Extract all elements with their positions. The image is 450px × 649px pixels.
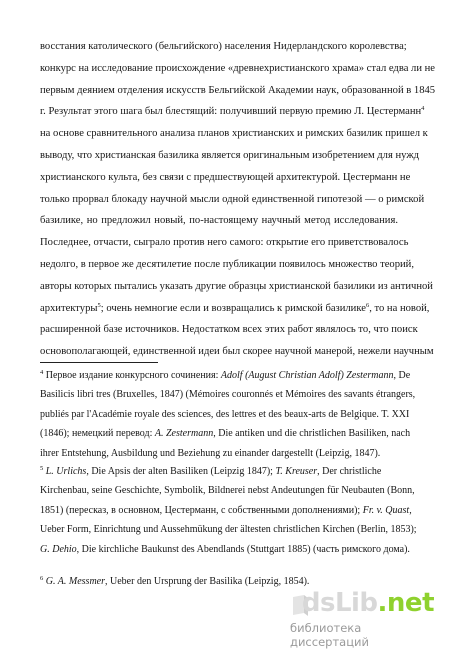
footnote-text: Kirchenbau, seine Geschichte, Symbolik, Bildnerei nebst Andeutungen für Neubauten (Bonn, bbox=[40, 485, 415, 497]
footnote-line bbox=[40, 485, 415, 497]
body-line bbox=[40, 149, 420, 162]
body-line bbox=[40, 171, 411, 184]
body-line-text: конкурс на исследование происхождение «древнехристианского храма» стал едва ли не bbox=[40, 62, 436, 74]
body-line-text: базилике, но предложил новый, по-настоящему научный метод исследования. bbox=[40, 215, 398, 227]
footnote-author: Fr. v. Quast bbox=[362, 504, 410, 516]
watermark-logo-net: .net bbox=[377, 588, 434, 618]
body-line-text: недолго, в первое же десятилетие после публикации появилось множество теорий, bbox=[40, 259, 414, 270]
footnote-text: Первое издание конкурсного сочинения: bbox=[43, 370, 221, 381]
body-line bbox=[40, 214, 398, 227]
body-line bbox=[40, 345, 434, 358]
footnote-author: A. Zestermann bbox=[154, 428, 214, 440]
footnote-text: Basilicis libri tres (Bruxelles, 1847) (Mémoires couronnés et Mémoires des savants étrangers, bbox=[40, 389, 416, 401]
footnote-mark: 5 bbox=[40, 465, 44, 472]
footnote-author: Adolf (August Christian Adolf) Zestermann bbox=[220, 370, 394, 381]
footnote-author: G. A. Messmer bbox=[45, 576, 106, 587]
footnote-line bbox=[40, 576, 398, 588]
body-line-text: архитектуры bbox=[40, 302, 98, 314]
footnote-text: , Der christliche bbox=[317, 466, 382, 477]
body-line-text: г. Результат этого шага был блестящий: получивший первую премию Л. Цестерманн bbox=[40, 106, 422, 118]
footnote-ref[interactable]: 5 bbox=[97, 301, 101, 309]
body-line-text: , то на новой, bbox=[369, 302, 430, 314]
body-line bbox=[40, 323, 418, 336]
footnote-line bbox=[40, 369, 411, 382]
watermark bbox=[290, 588, 440, 649]
body-line bbox=[40, 301, 430, 315]
footnote-line bbox=[40, 466, 398, 478]
footnote-ref[interactable]: 4 bbox=[421, 105, 425, 113]
body-line-text: на основе сравнительного анализа планов христианских и римских базилик пришел к bbox=[40, 128, 428, 140]
body-line-text: авторы которых пытались указать другие образцы христианской базилики из античной bbox=[40, 280, 433, 292]
footnote-text: , Die kirchliche Baukunst des Abendlands (Stuttgart 1885) (часть римского дома). bbox=[76, 543, 410, 555]
footnote-text: , bbox=[409, 504, 412, 516]
body-line bbox=[40, 236, 409, 249]
footnote-text: , De bbox=[393, 370, 411, 381]
body-line bbox=[40, 84, 436, 97]
body-line-text: христианского культа, без связи с предшествующей архитектурой. Цестерманн не bbox=[40, 171, 411, 183]
body-line-text: основополагающей, единственной идеи был скорее научной манерой, нежели научным bbox=[40, 346, 434, 358]
body-line bbox=[40, 62, 436, 75]
footnote-line bbox=[40, 428, 411, 440]
watermark-logo bbox=[302, 588, 434, 618]
footnote-text: ihrer Entstehung, Ausbildung und Beziehung zu einander dargestellt (Leipzig, 1847). bbox=[40, 447, 381, 459]
footnote-author: G. Dehio bbox=[40, 543, 77, 555]
footnote-line bbox=[40, 504, 412, 517]
footnote-mark: 4 bbox=[40, 369, 44, 376]
footnote-text: , Die Apsis der alten Basiliken (Leipzig 1847); bbox=[86, 466, 276, 477]
footnote-text: 1851) (пересказ, в основном, Цестерманн, с собственными дополнениями); bbox=[40, 504, 363, 516]
body-line-text: только прорвал блокаду научной мысли одной единственной гипотезой — о римской bbox=[40, 193, 425, 205]
footnote-text: publiés par l'Académie royale des sciences, des lettres et des beaux-arts de Belgique. T. XXI bbox=[40, 408, 410, 420]
footnote-text: (1846); немецкий перевод: bbox=[40, 428, 155, 440]
body-line bbox=[40, 258, 414, 271]
footnote-line bbox=[40, 408, 410, 421]
footnote-line bbox=[40, 448, 398, 460]
body-line-text: Последнее, отчасти, сыграло против него самого: открытие его приветствовалось bbox=[40, 237, 409, 249]
body-line bbox=[40, 105, 425, 118]
body-line-text: выводу, что христианская базилика является оригинальным изобретением для нужд bbox=[40, 150, 420, 161]
body-line bbox=[40, 127, 428, 140]
body-line-text: восстания католического (бельгийского) населения Нидерландского королевства; bbox=[40, 41, 407, 52]
body-line bbox=[40, 193, 425, 206]
footnote-text: , Die antiken und die christlichen Basiliken, nach bbox=[213, 428, 411, 440]
body-line-text: расширенной базе источников. Недостатком всех этих работ являлось то, что поиск bbox=[40, 324, 418, 336]
body-line-text: ; очень немногие если и возвращались к римской базилике bbox=[100, 302, 366, 314]
footnote-separator bbox=[40, 362, 158, 363]
footnote-text: , Ueber den Ursprung der Basilika (Leipzig, 1854). bbox=[105, 576, 310, 587]
footnote-author: L. Urlichs bbox=[45, 466, 87, 477]
footnote-line bbox=[40, 524, 417, 536]
footnote-text: Ueber Form, Einrichtung und Aussehmükung der ältesten christlichen Kirchen (Berlin, 1853); bbox=[40, 524, 417, 536]
watermark-logo-ds: ds bbox=[301, 588, 335, 618]
watermark-tagline: библиотека диссертаций bbox=[290, 621, 369, 649]
footnote-ref[interactable]: 6 bbox=[365, 301, 370, 309]
footnote-line bbox=[40, 389, 416, 401]
footnote-line bbox=[40, 543, 410, 556]
body-line-text: первым деянием отделения искусств Бельгийской Академии наук, образованной в 1845 bbox=[40, 84, 436, 96]
footnote-mark: 6 bbox=[40, 575, 44, 582]
body-line bbox=[40, 280, 433, 293]
body-line bbox=[40, 40, 407, 53]
footnote-author: T. Kreuser bbox=[275, 466, 318, 477]
watermark-logo-lib: Lib bbox=[334, 588, 378, 618]
